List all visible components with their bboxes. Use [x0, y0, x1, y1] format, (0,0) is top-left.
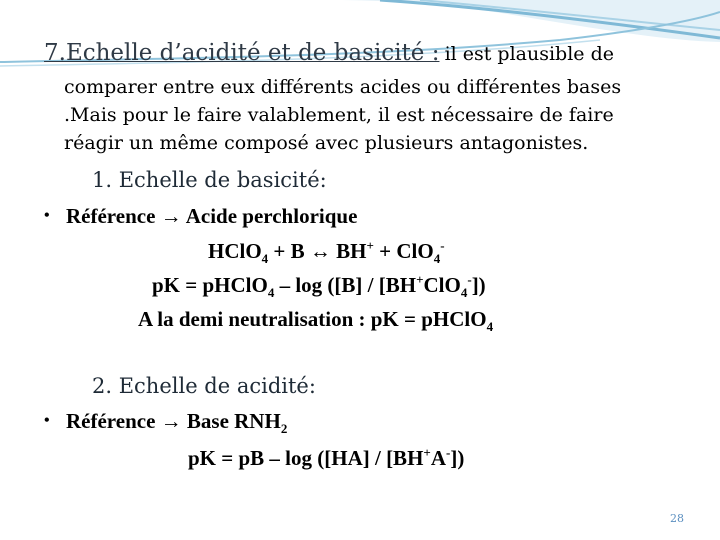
- slide-title-continuation: il est plausible de: [444, 43, 614, 65]
- eq-part: ClO: [423, 273, 461, 297]
- eq-part: A: [430, 446, 446, 470]
- eq-superscript: +: [423, 445, 431, 460]
- eq-part: pK = pB – log ([HA] / [BH: [188, 446, 424, 470]
- eq-part: ]): [471, 273, 486, 297]
- acidity-heading: 2. Echelle de acidité:: [92, 374, 316, 398]
- eq-superscript: -: [446, 445, 451, 460]
- acidity-pk-formula: [188, 445, 464, 471]
- eq-superscript: -: [467, 272, 472, 287]
- basicity-pk-formula: [152, 272, 486, 301]
- basicity-reference-item: [44, 204, 357, 229]
- acidity-reference-item: [44, 409, 287, 437]
- half-neutralisation-formula: [138, 307, 493, 335]
- intro-line: .Mais pour le faire valablement, il est nécessaire de faire: [64, 104, 614, 126]
- eq-part: pK = pHClO: [152, 273, 268, 297]
- eq-part: A la demi neutralisation : pK = pHClO: [138, 307, 487, 331]
- bullet-icon: •: [44, 412, 50, 429]
- eq-subscript: 4: [267, 285, 275, 301]
- eq-part: + ClO: [373, 239, 434, 263]
- eq-superscript: -: [440, 238, 445, 253]
- basicity-equilibrium: [208, 238, 445, 267]
- eq-subscript: 2: [280, 421, 288, 437]
- intro-line: réagir un même composé avec plusieurs antagonistes.: [64, 132, 589, 154]
- eq-part: – log ([B] / [BH: [274, 273, 417, 297]
- intro-paragraph: [64, 73, 704, 157]
- page-number: 28: [670, 512, 684, 525]
- eq-subscript: 4: [486, 319, 494, 335]
- eq-subscript: 4: [460, 285, 468, 301]
- basicity-heading: 1. Echelle de basicité:: [92, 168, 327, 192]
- eq-part: ]): [450, 446, 465, 470]
- eq-part: HClO: [208, 239, 262, 263]
- eq-superscript: +: [416, 272, 424, 287]
- eq-subscript: 4: [261, 251, 269, 267]
- eq-superscript: +: [366, 238, 374, 253]
- eq-part: + B ↔ BH: [268, 239, 367, 263]
- acidity-reference-text: Référence → Base RNH: [66, 409, 281, 433]
- eq-subscript: 4: [433, 251, 441, 267]
- slide-title: 7.Echelle d’acidité et de basicité :: [44, 40, 440, 66]
- intro-line: comparer entre eux différents acides ou différentes bases: [64, 76, 622, 98]
- basicity-reference-text: Référence → Acide perchlorique: [66, 204, 358, 228]
- slide-title-line: [44, 40, 704, 66]
- bullet-icon: •: [44, 207, 50, 224]
